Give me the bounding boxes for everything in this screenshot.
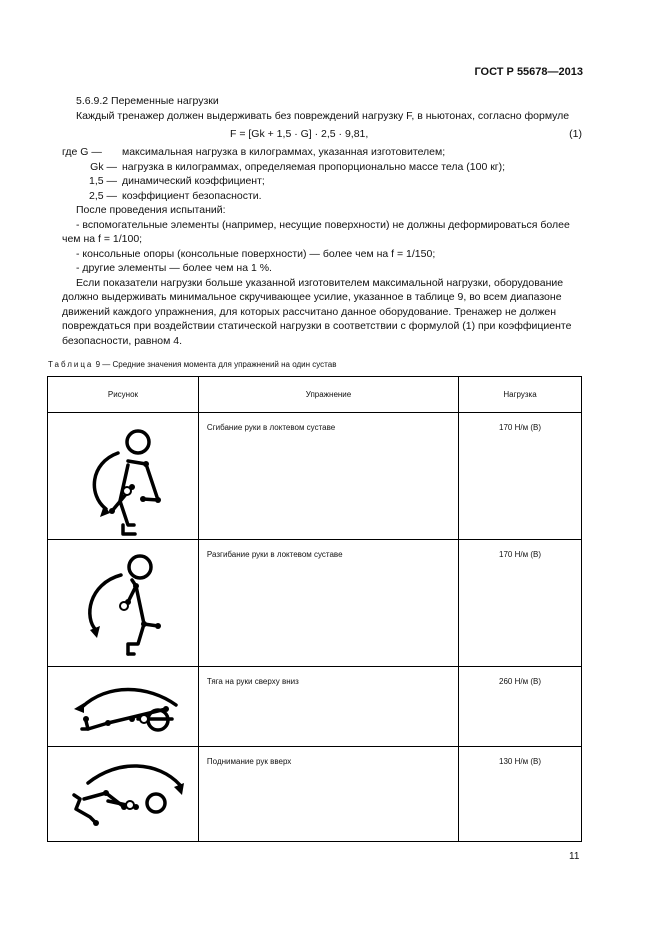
- table-row: [48, 747, 582, 842]
- exercise-cell: Тяга на руки сверху вниз: [198, 667, 458, 747]
- intro-paragraph: Каждый тренажер должен выдерживать без повреждений нагрузку F, в ньютонах, согласно формуле: [76, 109, 570, 122]
- definition-text: коэффициент безопасности.: [122, 189, 262, 202]
- exercise-cell: Разгибание руки в локтевом суставе: [198, 540, 458, 667]
- formula-number: (1): [569, 128, 582, 140]
- definition-symbol: Gk —: [90, 160, 117, 173]
- loads-table: [47, 376, 582, 842]
- load-cell: 260 Н/м (В): [459, 667, 582, 747]
- table-row: [48, 540, 582, 667]
- after-tests-paragraph: После проведения испытаний:: [76, 204, 226, 216]
- definition-item: [62, 160, 582, 175]
- page-number: 11: [569, 851, 580, 862]
- closing-paragraph: Если показатели нагрузки больше указанной изготовителем максимальной нагрузки, оборудование должно выдерживать минимальное скручивающее усилие, указанное в таблице 9, во всем диапазоне движений каждого упражнения, для которых рассчитано данное оборудование. Тренажер не должен повреждаться при воздействии статической нагрузки в соответствии с формулой (1) при коэффициенте безопасности, равном 4.: [62, 276, 572, 347]
- figure-cell: [48, 667, 199, 747]
- definitions-list: [62, 145, 582, 203]
- arm-raise-figure-icon: [48, 747, 196, 841]
- formula: F = [Gk + 1,5 · G] · 2,5 · 9,81,: [230, 128, 369, 140]
- header-figure: Рисунок: [48, 377, 199, 413]
- load-cell: 170 Н/м (В): [459, 413, 582, 540]
- lat-pulldown-figure-icon: [48, 667, 196, 746]
- definition-text: динамический коэффициент;: [122, 175, 265, 187]
- exercise-cell: Поднимание рук вверх: [198, 747, 458, 842]
- load-cell: 170 Н/м (В): [459, 540, 582, 667]
- definition-text: максимальная нагрузка в килограммах, указанная изготовителем;: [122, 146, 446, 158]
- section-title: 5.6.9.2 Переменные нагрузки: [76, 95, 219, 107]
- figure-cell: [48, 747, 199, 842]
- figure-cell: [48, 413, 199, 540]
- definition-item: [62, 174, 582, 189]
- exercise-cell: Сгибание руки в локтевом суставе: [198, 413, 458, 540]
- bullet-item: - консольные опоры (консольные поверхности) — более чем на f = 1/150;: [76, 247, 436, 260]
- definition-symbol: 1,5 —: [88, 175, 117, 187]
- standard-header: ГОСТ Р 55678—2013: [474, 66, 583, 78]
- definition-item: [62, 189, 582, 204]
- table-row: [48, 667, 582, 747]
- header-load: Нагрузка: [459, 377, 582, 413]
- table-caption-text: 9 — Средние значения момента для упражнений на один сустав: [93, 360, 337, 369]
- table-caption: [48, 360, 336, 369]
- definition-symbol: где G —: [62, 146, 102, 158]
- definition-text: нагрузка в килограммах, определяемая пропорционально массе тела (100 кг);: [122, 160, 506, 173]
- elbow-extension-figure-icon: [48, 540, 196, 666]
- elbow-flexion-figure-icon: [48, 413, 196, 539]
- definition-item: [62, 145, 582, 160]
- load-cell: 130 Н/м (В): [459, 747, 582, 842]
- definition-symbol: 2,5 —: [88, 189, 117, 202]
- bullet-item: - другие элементы — более чем на 1 %.: [76, 262, 272, 274]
- bullet-item: - вспомогательные элементы (например, несущие поверхности) не должны деформироваться более чем на f = 1/100;: [62, 218, 570, 245]
- section-body: [62, 94, 582, 348]
- formula-line: [62, 127, 582, 143]
- figure-cell: [48, 540, 199, 667]
- table-row: [48, 413, 582, 540]
- header-exercise: Упражнение: [198, 377, 458, 413]
- table-header-row: [48, 377, 582, 413]
- table-caption-word: Таблица: [48, 360, 94, 369]
